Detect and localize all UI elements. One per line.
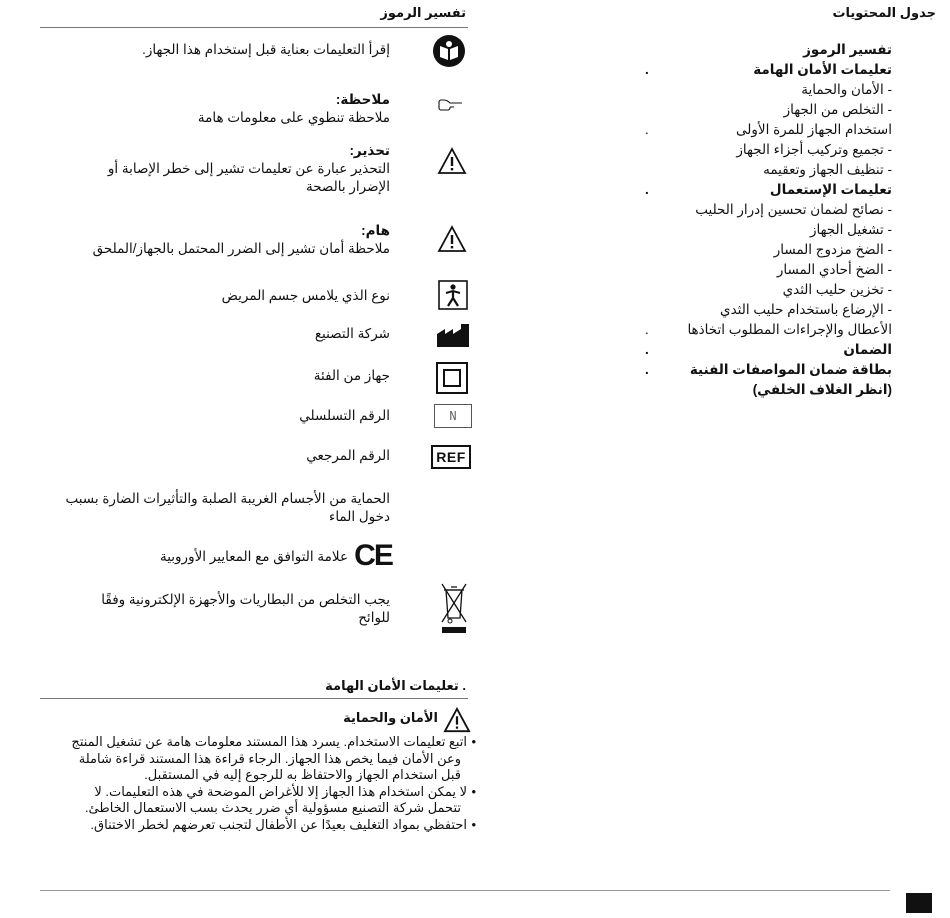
ingress-protection-line: الحماية من الأجسام الغريبة الصلبة والتأثيرات الضارة بسبب: [65, 491, 390, 506]
toc-item-label: - تجميع وتركيب أجزاء الجهاز: [736, 142, 892, 157]
toc-item: [645, 340, 892, 360]
safety-subtitle: الأمان والحماية: [343, 710, 438, 725]
weee-line: للوائح: [358, 610, 390, 625]
crossed-bin-weee-icon: [439, 582, 469, 636]
list-item: [40, 817, 476, 834]
toc-title: جدول المحتويات: [832, 5, 936, 20]
warning-block: [40, 142, 390, 196]
pointing-hand-icon: [437, 95, 465, 115]
symbols-header: تفسير الرموز: [380, 5, 466, 20]
toc-item-label: - تخزين حليب الثدي: [782, 282, 892, 297]
toc-list: [645, 40, 892, 400]
weee-line: يجب التخلص من البطاريات والأجهزة الإلكترونية وفقًا: [101, 592, 390, 607]
toc-item-label: - الضخ أحادي المسار: [776, 262, 892, 277]
read-manual-icon: [431, 33, 467, 69]
toc-item: [660, 100, 892, 120]
toc-item-label: الضمان: [843, 342, 892, 357]
safety-bullets: [40, 734, 476, 833]
ingress-protection-line: دخول الماء: [328, 509, 390, 524]
toc-item: [660, 260, 892, 280]
applied-part-person-icon: [437, 279, 469, 311]
reference-number-text: الرقم المرجعي: [306, 448, 390, 463]
toc-item-label: - الضخ مزدوج المسار: [773, 242, 892, 257]
note-text: ملاحظة تنطوي على معلومات هامة: [197, 110, 390, 125]
read-instructions-text: إقرأ التعليمات بعناية قبل إستخدام هذا الجهاز.: [142, 42, 390, 57]
toc-item-dot: .: [645, 322, 649, 337]
manufacturer-factory-icon: [435, 320, 471, 350]
reference-number-icon: [431, 445, 471, 469]
toc-item-label: - الإرضاع باستخدام حليب الثدي: [720, 302, 892, 317]
caution-triangle-icon: [436, 224, 468, 254]
header-rule: [40, 27, 468, 28]
toc-item-label: استخدام الجهاز للمرة الأولى: [736, 122, 892, 137]
toc-item-label: تعليمات الأمان الهامة: [753, 62, 892, 77]
toc-item: [645, 120, 892, 140]
toc-item-dot: .: [645, 122, 649, 137]
warning-text-line: التحذير عبارة عن تعليمات تشير إلى خطر الإصابة أو: [107, 161, 390, 176]
toc-item-label: - نصائح لضمان تحسين إدرار الحليب: [695, 202, 892, 217]
safety-section-title: . تعليمات الأمان الهامة: [325, 678, 466, 693]
important-title: هام:: [361, 223, 390, 238]
toc-item-dot: .: [645, 62, 649, 77]
toc-item: [660, 80, 892, 100]
toc-item: [660, 280, 892, 300]
toc-item-label: بطاقة ضمان المواصفات الفنية: [689, 362, 892, 377]
ref-glyph: REF: [436, 449, 466, 465]
bullet-line: • اتبع تعليمات الاستخدام. يسرد هذا المستند معلومات هامة عن تشغيل المنتج: [71, 734, 467, 749]
note-title: ملاحظة:: [335, 92, 390, 107]
bullet-line: تتحمل شركة التصنيع مسؤولية أي ضرر يحدث بسب الاستعمال الخاطئ.: [84, 800, 461, 815]
toc-item-label: - الأمان والحماية: [801, 82, 892, 97]
toc-item-label: - التخلص من الجهاز: [783, 102, 892, 117]
toc-item-label: تعليمات الإستعمال: [769, 182, 892, 197]
toc-item: [660, 140, 892, 160]
toc-item-label: (انظر الغلاف الخلفي): [752, 382, 892, 397]
important-text: ملاحظة أمان تشير إلى الضرر المحتمل بالجهاز/الملحق: [92, 241, 390, 256]
ce-mark-text: علامة التوافق مع المعايير الأوروبية: [159, 549, 348, 564]
toc-item: [645, 60, 892, 80]
toc-item: [660, 380, 892, 400]
bullet-line: وعن الأمان فيما يخص هذا الجهاز. الرجاء قراءة هذا المستند قراءة شاملة: [78, 750, 461, 766]
safety-rule: [40, 698, 468, 699]
toc-item: [660, 300, 892, 320]
toc-item-dot: .: [645, 182, 649, 197]
list-item: [40, 784, 476, 817]
applied-part-text: نوع الذي يلامس جسم المريض: [221, 288, 390, 303]
safety-warning-icon: [442, 706, 472, 734]
toc-item: [660, 220, 892, 240]
toc-item: [660, 200, 892, 220]
toc-item: [660, 160, 892, 180]
bullet-line: • لا يمكن استخدام هذا الجهاز إلا للأغراض الموضحة في هذه التعليمات. لا: [94, 783, 467, 799]
footer-rule: [40, 890, 890, 891]
toc-item: [645, 320, 892, 340]
toc-item-dot: .: [645, 342, 649, 357]
important-block: [40, 222, 390, 258]
bullet-line: • احتفظي بمواد التغليف بعيدًا عن الأطفال لتجنب تعرضهم لخطر الاختناق.: [90, 816, 467, 832]
toc-item-label: - تنظيف الجهاز وتعقيمه: [763, 162, 892, 177]
page-marker: [906, 893, 932, 913]
ingress-protection-text: [40, 490, 390, 526]
list-item: [40, 734, 476, 784]
class-ii-device-icon: [435, 361, 469, 395]
toc-item: [660, 240, 892, 260]
toc-item: [645, 180, 892, 200]
serial-number-icon: [434, 404, 472, 428]
toc-item-label: الأعطال والإجراءات المطلوب اتخاذها: [687, 322, 892, 337]
toc-item: [645, 360, 892, 380]
bullet-line: قبل استخدام الجهاز والاحتفاظ به للرجوع إليه في المستقبل.: [144, 767, 461, 782]
toc-item-dot: .: [645, 362, 649, 377]
manufacturer-text: شركة التصنيع: [314, 326, 390, 341]
serial-glyph: N: [449, 409, 457, 423]
warning-title: تحذير:: [349, 143, 390, 158]
class-device-text: جهاز من الفئة: [313, 368, 390, 383]
toc-item-label: - تشغيل الجهاز: [809, 222, 892, 237]
serial-number-text: الرقم التسلسلي: [299, 408, 390, 423]
warning-triangle-icon: [436, 146, 468, 176]
warning-text-line: الإضرار بالصحة: [305, 179, 390, 194]
weee-text: [40, 591, 390, 627]
toc-item: [660, 40, 892, 60]
note-block: [40, 91, 390, 127]
toc-item-label: تفسير الرموز: [803, 42, 892, 57]
ce-mark-icon: CE: [354, 539, 392, 572]
